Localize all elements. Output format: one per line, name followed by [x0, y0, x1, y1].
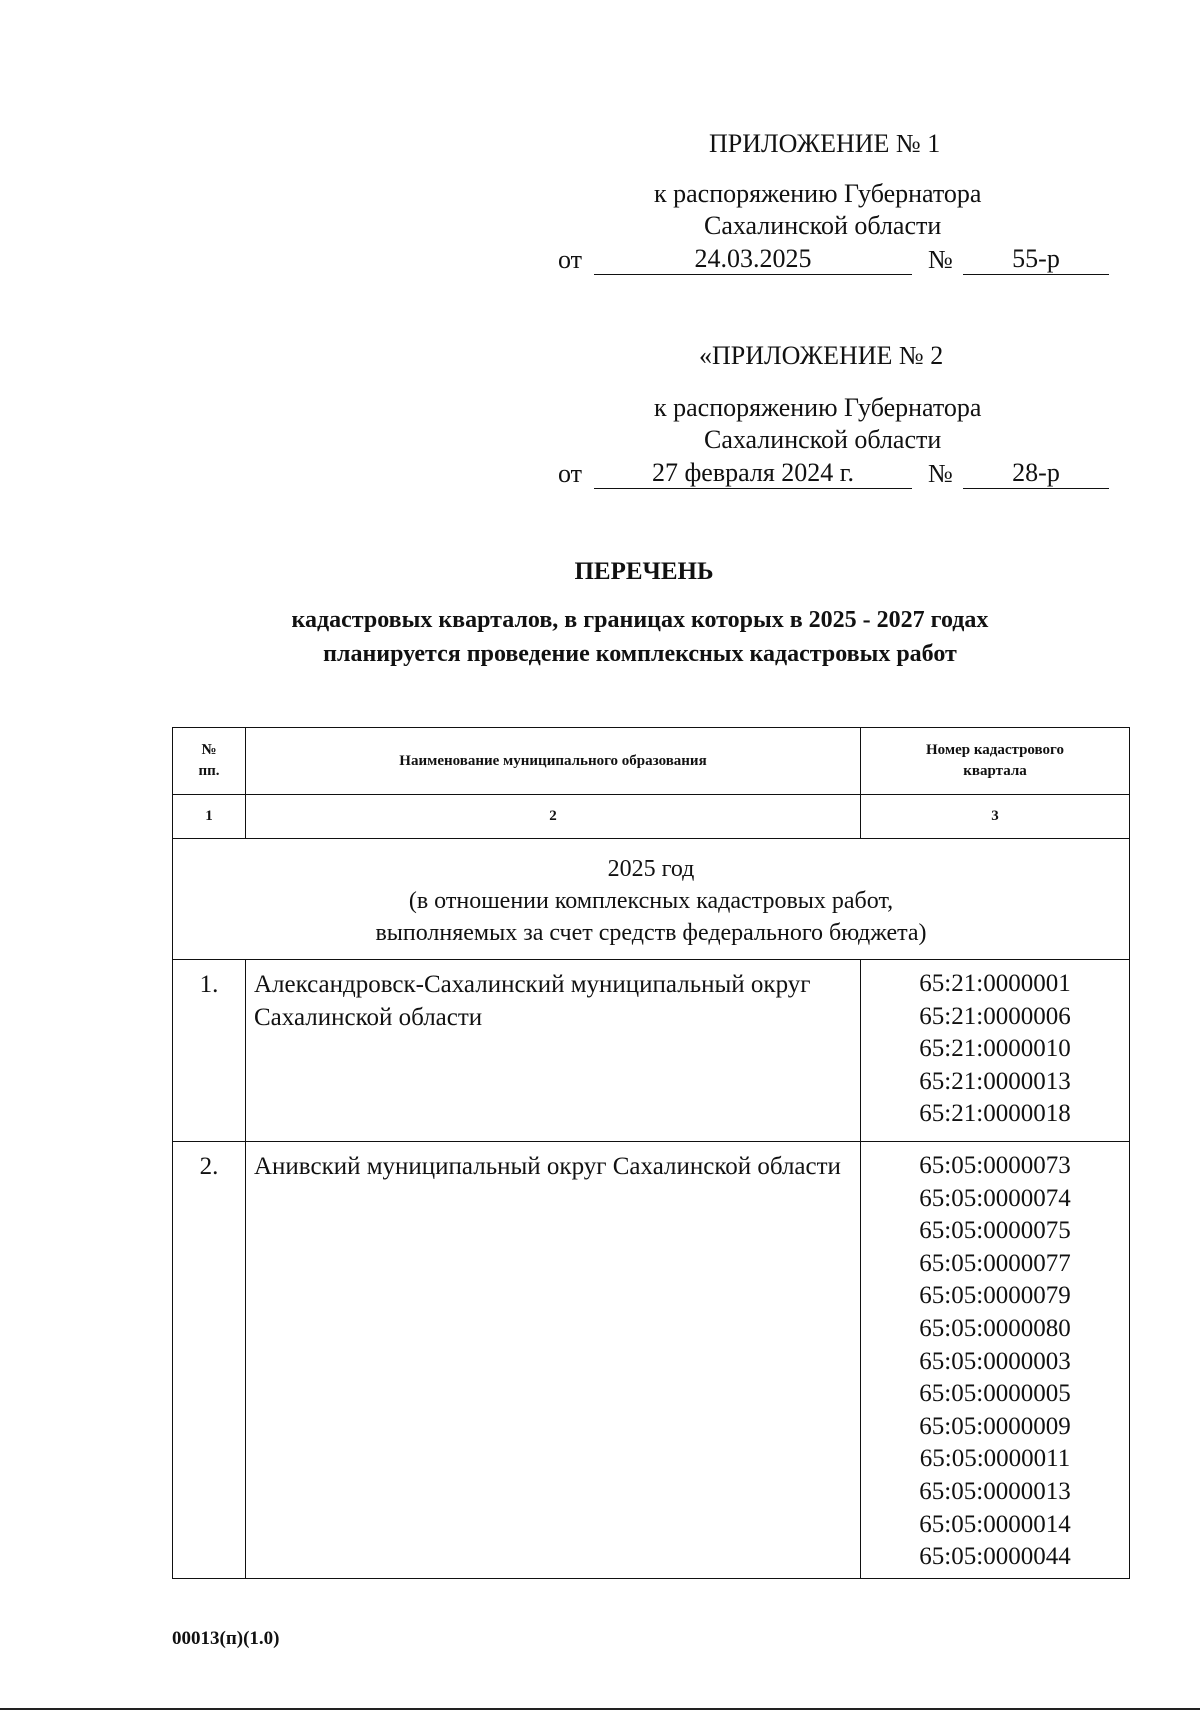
appendix1-date: 24.03.2025 [594, 244, 912, 275]
cadastral-code: 65:05:0000079 [919, 1282, 1071, 1310]
header-cadastral-line1: Номер кадастрового [926, 742, 1064, 758]
cadastral-code: 65:21:0000006 [919, 1002, 1071, 1030]
cadastral-code: 65:21:0000018 [919, 1100, 1071, 1128]
column-number-3: 3 [861, 795, 1130, 839]
row-municipality: Александровск-Сахалинский муниципальный округ Сахалинской области [246, 960, 861, 1142]
column-number-1: 1 [173, 795, 246, 839]
appendix1-line2: Сахалинской области [704, 211, 942, 240]
cadastral-table [172, 727, 1130, 1579]
appendix2-number: 28-р [963, 458, 1109, 489]
scan-edge-line [0, 1708, 1200, 1710]
header-number-line1: № [201, 742, 217, 758]
column-number-row [173, 795, 1130, 839]
cadastral-code: 65:05:0000003 [919, 1347, 1071, 1375]
appendix1-number: 55-р [963, 244, 1109, 275]
cadastral-code: 65:05:0000009 [919, 1412, 1071, 1440]
cadastral-code: 65:21:0000001 [919, 970, 1071, 997]
row-municipality: Анивский муниципальный округ Сахалинской области [246, 1142, 861, 1579]
header-cadastral-number [861, 728, 1130, 795]
cadastral-code: 65:05:0000077 [919, 1249, 1071, 1277]
cadastral-code: 65:05:0000074 [919, 1184, 1071, 1212]
section-note-line2: выполняемых за счет средств федерального бюджета) [375, 920, 927, 946]
table-header-row [173, 728, 1130, 795]
row-codes [861, 960, 1130, 1142]
appendix2-line2: Сахалинской области [704, 425, 942, 454]
table-row [173, 1142, 1130, 1579]
section-note-line1: (в отношении комплексных кадастровых работ, [408, 888, 894, 914]
cadastral-code: 65:05:0000075 [919, 1217, 1071, 1245]
header-number-line2: пп. [198, 763, 220, 779]
header-number [173, 728, 246, 795]
appendix2-title: «ПРИЛОЖЕНИЕ № 2 [699, 341, 944, 370]
document-heading: ПЕРЕЧЕНЬ [574, 558, 714, 585]
header-cadastral-line2: квартала [963, 763, 1027, 779]
cadastral-code: 65:05:0000013 [919, 1477, 1071, 1505]
document-footer-code: 00013(п)(1.0) [172, 1628, 280, 1649]
section-title [173, 839, 1130, 960]
document-subtitle-line2: планируется проведение комплексных кадастровых работ [323, 641, 957, 667]
section-row [173, 839, 1130, 960]
cadastral-code: 65:05:0000080 [919, 1314, 1071, 1342]
row-codes [861, 1142, 1130, 1579]
appendix2-line1: к распоряжению Губернатора [654, 393, 982, 422]
document-subtitle-line1: кадастровых кварталов, в границах которых в 2025 - 2027 годах [291, 607, 989, 633]
appendix1-title: ПРИЛОЖЕНИЕ № 1 [709, 129, 941, 158]
section-year: 2025 год [607, 856, 695, 882]
appendix2-date: 27 февраля 2024 г. [594, 458, 912, 489]
appendix2-from-label: от [558, 459, 583, 488]
cadastral-code: 65:05:0000073 [919, 1152, 1071, 1179]
cadastral-code: 65:05:0000044 [919, 1543, 1071, 1571]
cadastral-code: 65:05:0000011 [919, 1445, 1071, 1473]
appendix2-no-label: № [928, 459, 953, 488]
cadastral-code: 65:05:0000014 [919, 1510, 1071, 1538]
header-municipality: Наименование муниципального образования [246, 728, 861, 795]
row-index: 2. [173, 1142, 246, 1579]
cadastral-code: 65:21:0000010 [919, 1035, 1071, 1063]
cadastral-code: 65:05:0000005 [919, 1380, 1071, 1408]
appendix1-from-label: от [558, 245, 583, 274]
row-index: 1. [173, 960, 246, 1142]
appendix1-no-label: № [928, 245, 953, 274]
column-number-2: 2 [246, 795, 861, 839]
cadastral-code: 65:21:0000013 [919, 1067, 1071, 1095]
table-row [173, 960, 1130, 1142]
appendix1-line1: к распоряжению Губернатора [654, 179, 982, 208]
